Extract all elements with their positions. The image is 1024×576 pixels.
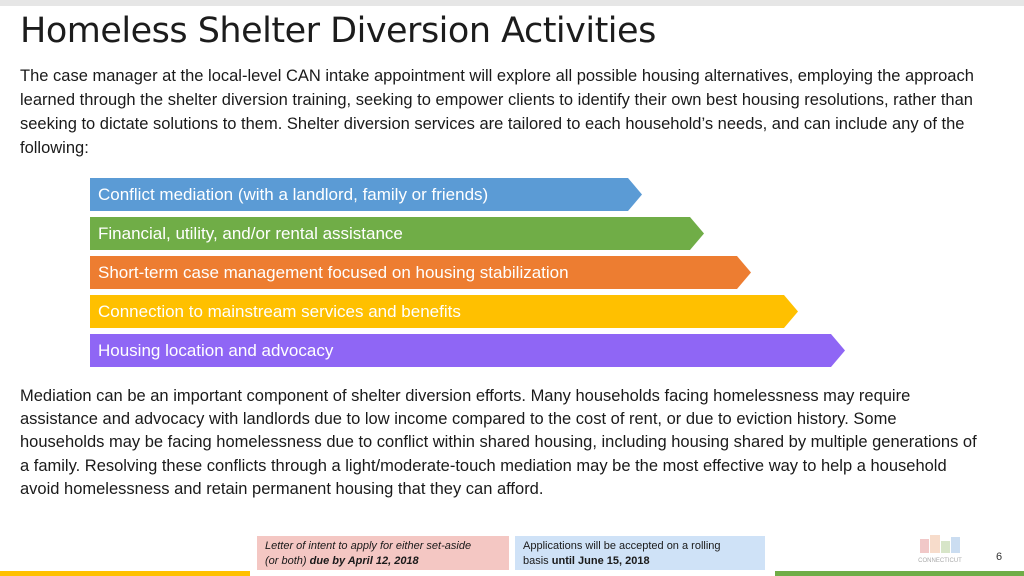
bottom-accent-bar-green	[775, 571, 1024, 576]
activity-arrow-mainstream-services	[90, 295, 798, 328]
letter-deadline: due by April 12, 2018	[309, 555, 419, 567]
note-text: basis	[523, 555, 552, 567]
activity-label: Financial, utility, and/or rental assistance	[98, 224, 403, 243]
activity-label: Conflict mediation (with a landlord, family or friends)	[98, 185, 489, 204]
activity-label: Housing location and advocacy	[98, 341, 334, 360]
logo-text: CONNECTICUT	[918, 558, 962, 564]
slide-title: Homeless Shelter Diversion Activities	[20, 11, 656, 51]
intro-paragraph: The case manager at the local-level CAN intake appointment will explore all possible housing alternatives, employing the approach learned through the shelter diversion training, seeking to empower clients to identify their own best housing resolutions, rather than seeking to dictate solutions to them. Shelter diversion services are tailored to each household’s needs, and can include any of the following:	[20, 67, 974, 157]
activity-arrow-case-management	[90, 256, 751, 289]
bottom-accent-bar-yellow	[0, 571, 250, 576]
top-accent-bar	[0, 0, 1024, 6]
note-text: Applications will be accepted on a rolling	[523, 540, 721, 552]
letter-of-intent-note	[257, 536, 509, 570]
activity-arrow-financial-assistance	[90, 217, 704, 250]
page-number: 6	[996, 551, 1003, 563]
note-text: (or both)	[265, 555, 310, 567]
activity-arrow-housing-location	[90, 334, 845, 367]
mediation-paragraph: Mediation can be an important component of shelter diversion efforts. Many households facing homelessness may require assistance and advocacy with landlords due to low income compared to the cost of rent, or due to eviction history. Some households may be facing homelessness due to conflict within shared housing, including housing shared by multiple generations of a family. Resolving these conflicts through a light/moderate-touch mediation may be the most effective way to help a household avoid homelessness and retain permanent housing that they can afford.	[20, 387, 977, 498]
activity-label: Connection to mainstream services and benefits	[98, 302, 461, 321]
note-text: Letter of intent to apply for either set-aside	[265, 540, 472, 552]
connecticut-logo	[912, 533, 968, 569]
activity-label: Short-term case management focused on housing stabilization	[98, 263, 569, 282]
applications-deadline: until June 15, 2018	[551, 555, 650, 567]
applications-note	[515, 536, 765, 570]
activity-arrow-conflict-mediation	[90, 178, 642, 211]
